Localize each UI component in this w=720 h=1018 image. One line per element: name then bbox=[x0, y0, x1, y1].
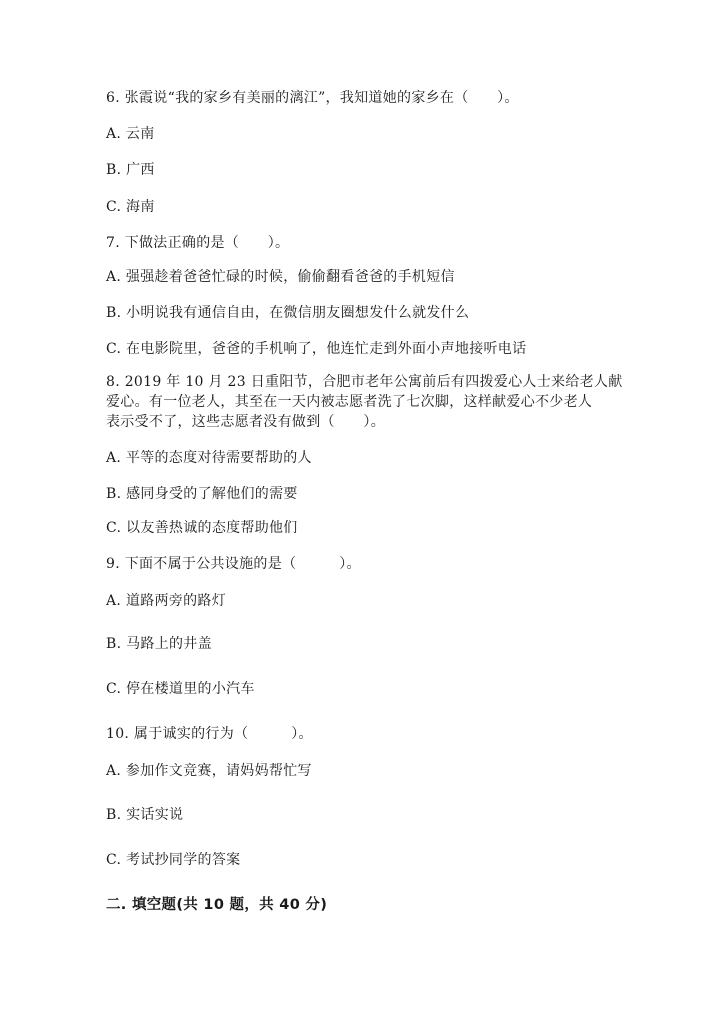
question-9-stem: 9. 下面不属于公共设施的是（ ）。 bbox=[106, 556, 361, 572]
question-8-stem-line-1: 8. 2019 年 10 月 23 日重阳节，合肥市老年公寓前后有四拨爱心人士来给老人献 bbox=[106, 374, 623, 390]
question-8-option-c: C. 以友善热诚的态度帮助他们 bbox=[106, 520, 298, 536]
question-6-option-b: B. 广西 bbox=[106, 162, 155, 178]
question-10-stem: 10. 属于诚实的行为（ ）。 bbox=[106, 726, 313, 742]
question-6-stem: 6. 张霞说“我的家乡有美丽的漓江”，我知道她的家乡在（ ）。 bbox=[106, 90, 519, 106]
question-7-option-b: B. 小明说我有通信自由，在微信朋友圈想发什么就发什么 bbox=[106, 305, 470, 321]
question-10-option-a: A. 参加作文竞赛，请妈妈帮忙写 bbox=[106, 763, 312, 779]
question-7-option-c: C. 在电影院里，爸爸的手机响了，他连忙走到外面小声地接听电话 bbox=[106, 341, 527, 357]
question-10-option-b: B. 实话实说 bbox=[106, 807, 184, 823]
question-8-option-b: B. 感同身受的了解他们的需要 bbox=[106, 486, 298, 502]
question-8-stem-line-3: 表示受不了，这些志愿者没有做到（ ）。 bbox=[106, 414, 385, 430]
question-9-option-a: A. 道路两旁的路灯 bbox=[106, 593, 227, 609]
question-6-option-c: C. 海南 bbox=[106, 199, 155, 215]
question-7-stem: 7. 下做法正确的是（ ）。 bbox=[106, 235, 290, 251]
question-7-option-a: A. 强强趁着爸爸忙碌的时候，偷偷翻看爸爸的手机短信 bbox=[106, 269, 455, 285]
question-9-option-b: B. 马路上的井盖 bbox=[106, 636, 212, 652]
question-8-option-a: A. 平等的态度对待需要帮助的人 bbox=[106, 450, 312, 466]
question-8-stem-line-2: 爱心。有一位老人，其至在一天内被志愿者洗了七次脚，这样献爱心不少老人 bbox=[106, 394, 593, 410]
question-6-option-a: A. 云南 bbox=[106, 126, 155, 142]
question-10-option-c: C. 考试抄同学的答案 bbox=[106, 852, 241, 868]
question-9-option-c: C. 停在楼道里的小汽车 bbox=[106, 681, 255, 697]
section-heading-fill-in: 二. 填空题(共 10 题，共 40 分) bbox=[106, 897, 328, 913]
